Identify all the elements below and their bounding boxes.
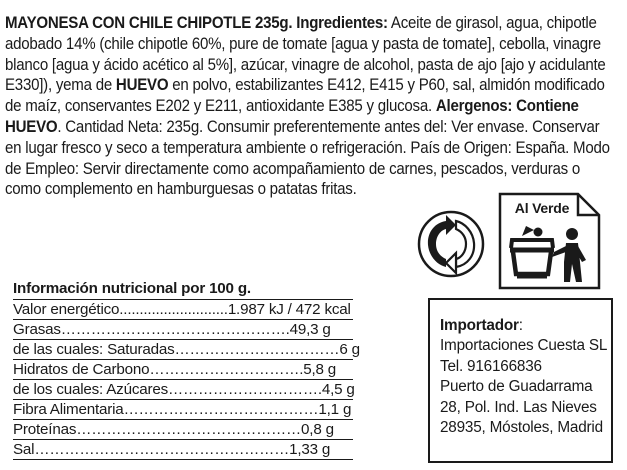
nutrition-dots: …………………………………………… — [34, 441, 290, 458]
nutrition-label: Valor energético — [13, 301, 120, 318]
nutrition-label: Hidratos de Carbono — [13, 361, 150, 378]
nutrition-row — [13, 439, 353, 460]
nutrition-row — [13, 359, 353, 379]
ingredients-text-3: . Cantidad Neta: 235g. Consumir preferentemente antes del: Ver envase. Conservar en lugar fresco y seco a temperatura ambiente o refrigeración. País de Origen: España. Modo de Empleo: Servir directamente como acompañamiento de carnes, pescados, verduras o como complemento en hamburguesas o patatas fritas. — [5, 117, 610, 199]
nutrition-label: de las cuales: Saturadas — [13, 341, 175, 358]
nutrition-value: 0,8 g — [301, 421, 334, 438]
al-verde-label: Al Verde — [514, 200, 570, 216]
nutrition-dots: …………………………. — [149, 361, 304, 378]
green-dot-icon — [416, 209, 486, 279]
al-verde-box — [498, 192, 601, 290]
nutrition-dots: …………………………… — [174, 341, 340, 358]
nutrition-row — [13, 419, 353, 439]
product-name: MAYONESA CON CHILE CHIPOTLE 235g. — [5, 14, 293, 32]
importer-line: Tel. 916166836 — [440, 357, 542, 375]
nutrition-value: 4,5 g — [321, 381, 355, 398]
nutrition-dots: ........................... — [119, 301, 228, 318]
importer-line: Importaciones Cuesta SL — [440, 337, 608, 355]
nutrition-label: Proteínas — [13, 421, 77, 438]
nutrition-row — [13, 399, 353, 419]
importer-box — [428, 298, 613, 463]
nutrition-value: 1,1 g — [318, 401, 352, 418]
ingredients-label: Ingredientes: — [296, 14, 388, 32]
nutrition-title: Información nutricional por 100 g. — [13, 280, 251, 297]
allergens-label: Alergenos: Contiene HUEVO — [5, 97, 579, 136]
nutrition-row — [13, 299, 353, 319]
nutrition-label: Sal — [13, 441, 35, 458]
ingredients-text: Aceite de girasol, agua, chipotle adobado 14% (chile chipotle 60%, pure de tomate [agua y pasta de tomate], cebolla, vinagre blanco [agua y ácido acético al 5%], azúcar, vinagre de alcohol, pasta de ajo [ajo y acidulante E330]), yema de — [5, 14, 606, 95]
egg-allergen: HUEVO — [115, 76, 169, 95]
importer-title: Importador — [440, 317, 519, 334]
nutrition-label: Grasas — [13, 321, 61, 338]
importer-title-line — [440, 316, 611, 336]
nutrition-row — [13, 339, 360, 359]
importer-line: Puerto de Guadarrama — [440, 378, 593, 396]
nutrition-value: 1,33 g — [289, 441, 331, 458]
nutrition-dots: ………………………………… — [123, 401, 319, 418]
nutrition-dots: ……………………………………… — [76, 421, 302, 438]
nutrition-value: 1.987 kJ / 472 kcal — [227, 301, 351, 318]
nutrition-value: .49,3 g — [285, 321, 331, 338]
ingredients-paragraph — [5, 13, 617, 200]
nutrition-row — [13, 379, 353, 399]
nutrition-value: 5,8 g — [303, 361, 337, 378]
nutrition-dots: ……………………………………… — [60, 321, 286, 338]
importer-line: 28, Pol. Ind. Las Nieves — [440, 398, 597, 416]
nutrition-row — [13, 319, 353, 339]
importer-colon: : — [518, 317, 523, 334]
nutrition-value: 6 g — [339, 341, 360, 358]
importer-line: 28935, Móstoles, Madrid — [440, 419, 603, 437]
nutrition-table — [13, 279, 360, 460]
nutrition-dots: …………………………. — [167, 381, 322, 398]
recycling-bin-person-icon — [508, 226, 594, 284]
ingredients-text-2: en polvo, estabilizantes E412, E415 y P60, sal, almidón modificado de maíz, conservantes E202 y E211, antioxidante E385 y glucosa. — [5, 76, 605, 116]
nutrition-label: de los cuales: Azúcares — [13, 381, 168, 398]
nutrition-label: Fibra Alimentaria — [13, 401, 124, 418]
